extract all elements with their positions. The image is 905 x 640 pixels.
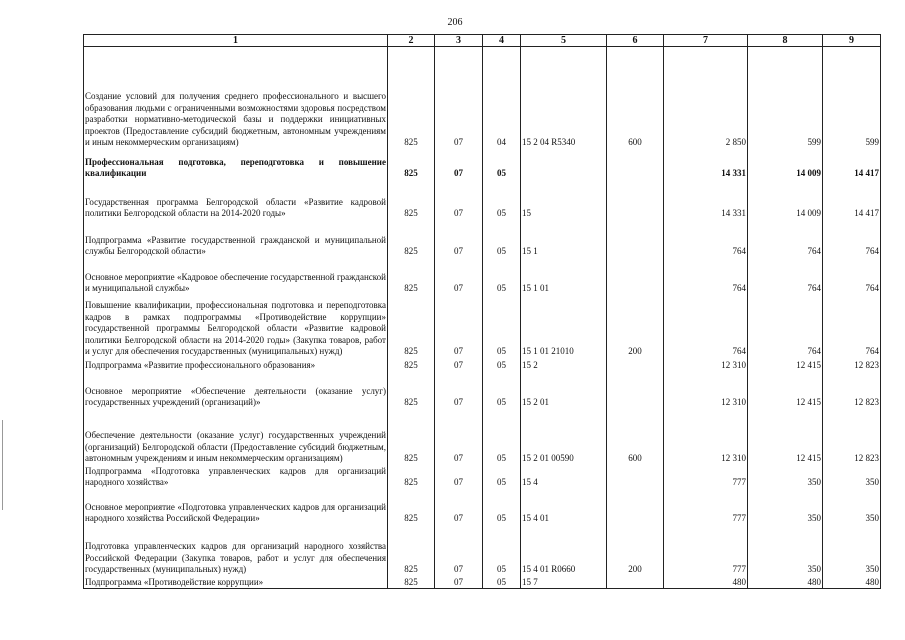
col-header-6: 6 (607, 35, 664, 47)
cell-ministry: 825 (388, 489, 435, 525)
cell-subsection: 05 (483, 409, 521, 465)
cell-amount-2019: 350 (823, 525, 881, 576)
cell-ministry: 825 (388, 295, 435, 358)
col-header-9: 9 (823, 35, 881, 47)
cell-expense-type (607, 220, 664, 258)
table-row (84, 372, 881, 409)
row-description: Подготовка управленческих кадров для организаций народного хозяйства Российской Федерации (Закупка товаров, работ и услуг для обеспечения государственных (муниципальных) нужд) (84, 525, 388, 576)
cell-section: 07 (435, 295, 483, 358)
cell-section: 07 (435, 525, 483, 576)
cell-amount-2019: 350 (823, 465, 881, 489)
cell-amount-2017: 764 (664, 258, 748, 295)
cell-target-article: 15 4 (521, 465, 607, 489)
cell-expense-type (607, 489, 664, 525)
cell-amount-2017: 2 850 (664, 47, 748, 149)
cell-amount-2018: 350 (748, 465, 823, 489)
cell-expense-type: 600 (607, 409, 664, 465)
cell-subsection: 05 (483, 358, 521, 372)
col-header-3: 3 (435, 35, 483, 47)
cell-ministry: 825 (388, 149, 435, 180)
cell-section: 07 (435, 465, 483, 489)
cell-amount-2018: 12 415 (748, 358, 823, 372)
col-header-5: 5 (521, 35, 607, 47)
row-description: Подпрограмма «Подготовка управленческих кадров для организаций народного хозяйства» (85, 465, 386, 487)
row-description: Создание условий для получения среднего профессионального и высшего образования людьми с ограниченными возможностями здоровья посредством разработки нормативно-методической базы и поддержки инициативных проектов (Предоставление субсидий бюджетным, автономным учреждениям и иным некоммерческим организациям) (84, 47, 388, 149)
cell-subsection: 05 (483, 525, 521, 576)
cell-amount-2017: 777 (664, 525, 748, 576)
cell-amount-2018: 764 (748, 295, 823, 358)
cell-amount-2017: 14 331 (664, 180, 748, 220)
cell-expense-type (607, 358, 664, 372)
row-description: Обеспечение деятельности (оказание услуг) государственных учреждений (организаций) Белгородской области (Предоставление субсидий бюджетным, автономным учреждениям и иным некоммерческим организациям) (84, 409, 388, 465)
cell-section: 07 (435, 180, 483, 220)
row-description: Государственная программа Белгородской области «Развитие кадровой политики Белгородской области на 2014-2020 годы» (84, 180, 388, 220)
cell-amount-2019: 14 417 (823, 180, 881, 220)
cell-subsection: 05 (483, 489, 521, 525)
cell-amount-2018: 350 (748, 525, 823, 576)
cell-ministry: 825 (388, 465, 435, 489)
table-row (84, 358, 881, 372)
cell-expense-type: 200 (607, 295, 664, 358)
table-row (84, 576, 881, 589)
cell-ministry: 825 (388, 409, 435, 465)
cell-expense-type: 200 (607, 525, 664, 576)
cell-target-article: 15 7 (521, 576, 607, 589)
cell-amount-2019: 480 (823, 576, 881, 589)
cell-subsection: 05 (483, 149, 521, 180)
cell-ministry: 825 (388, 220, 435, 258)
cell-subsection: 05 (483, 220, 521, 258)
cell-amount-2019: 764 (823, 220, 881, 258)
cell-target-article: 15 1 01 (521, 258, 607, 295)
cell-amount-2017: 12 310 (664, 358, 748, 372)
cell-ministry: 825 (388, 525, 435, 576)
cell-target-article: 15 1 (521, 220, 607, 258)
col-header-7: 7 (664, 35, 748, 47)
cell-amount-2017: 12 310 (664, 409, 748, 465)
cell-ministry: 825 (388, 358, 435, 372)
cell-subsection: 05 (483, 180, 521, 220)
table-row (84, 409, 881, 465)
row-description: Подпрограмма «Противодействие коррупции» (84, 576, 388, 589)
col-header-8: 8 (748, 35, 823, 47)
table-row (84, 180, 881, 220)
cell-section: 07 (435, 358, 483, 372)
cell-amount-2018: 480 (748, 576, 823, 589)
cell-subsection: 05 (483, 258, 521, 295)
cell-amount-2019: 12 823 (823, 409, 881, 465)
cell-amount-2019: 14 417 (823, 149, 881, 180)
col-header-1: 1 (84, 35, 388, 47)
cell-amount-2018: 14 009 (748, 180, 823, 220)
cell-expense-type (607, 465, 664, 489)
row-description: Повышение квалификации, профессиональная подготовка и переподготовка кадров в рамках подпрограммы «Противодействие коррупции» государственной программы Белгородской области «Развитие кадровой политики Белгородской области на 2014-2020 годы» (Закупка товаров, работ и услуг для обеспечения государственных (муниципальных) нужд) (84, 295, 388, 358)
cell-amount-2017: 777 (664, 465, 748, 489)
cell-subsection: 05 (483, 465, 521, 489)
cell-subsection: 05 (483, 576, 521, 589)
table-row (84, 489, 881, 525)
cell-subsection: 04 (483, 47, 521, 149)
cell-subsection: 05 (483, 295, 521, 358)
row-description: Основное мероприятие «Обеспечение деятельности (оказание услуг) государственных учреждений (организаций)» (84, 372, 388, 409)
cell-expense-type: 600 (607, 47, 664, 149)
cell-target-article: 15 2 04 R5340 (521, 47, 607, 149)
cell-section: 07 (435, 220, 483, 258)
col-header-2: 2 (388, 35, 435, 47)
cell-target-article: 15 4 01 R0660 (521, 525, 607, 576)
cell-section: 07 (435, 149, 483, 180)
row-description: Профессиональная подготовка, переподготовка и повышение квалификации (84, 149, 388, 180)
cell-amount-2019: 350 (823, 489, 881, 525)
row-description: Подпрограмма «Развитие государственной гражданской и муниципальной службы Белгородской области» (84, 220, 388, 258)
table-row (84, 258, 881, 295)
cell-amount-2017: 480 (664, 576, 748, 589)
scan-margin-mark (2, 420, 3, 510)
cell-target-article: 15 2 01 (521, 372, 607, 409)
row-description: Основное мероприятие «Кадровое обеспечение государственной гражданской и муниципальной службы» (84, 258, 388, 295)
cell-expense-type (607, 180, 664, 220)
cell-section: 07 (435, 258, 483, 295)
header-row (84, 35, 881, 47)
cell-target-article: 15 1 01 21010 (521, 295, 607, 358)
cell-amount-2017: 14 331 (664, 149, 748, 180)
table-row (84, 465, 881, 489)
cell-amount-2018: 350 (748, 489, 823, 525)
cell-amount-2017: 777 (664, 489, 748, 525)
cell-amount-2019: 764 (823, 295, 881, 358)
table-row (84, 149, 881, 180)
cell-ministry: 825 (388, 372, 435, 409)
cell-ministry: 825 (388, 180, 435, 220)
cell-section: 07 (435, 409, 483, 465)
cell-target-article: 15 2 01 00590 (521, 409, 607, 465)
cell-amount-2018: 764 (748, 258, 823, 295)
cell-amount-2017: 764 (664, 220, 748, 258)
page-number: 206 (447, 17, 463, 28)
cell-amount-2019: 12 823 (823, 372, 881, 409)
table-row (84, 295, 881, 358)
cell-amount-2019: 599 (823, 47, 881, 149)
cell-section: 07 (435, 489, 483, 525)
col-header-4: 4 (483, 35, 521, 47)
cell-section: 07 (435, 47, 483, 149)
cell-target-article (521, 149, 607, 180)
cell-amount-2018: 12 415 (748, 372, 823, 409)
cell-expense-type (607, 258, 664, 295)
row-description: Подпрограмма «Развитие профессионального образования» (84, 358, 388, 372)
cell-expense-type (607, 576, 664, 589)
cell-amount-2017: 12 310 (664, 372, 748, 409)
cell-amount-2019: 764 (823, 258, 881, 295)
cell-subsection: 05 (483, 372, 521, 409)
table-row (84, 47, 881, 149)
cell-expense-type (607, 149, 664, 180)
cell-ministry: 825 (388, 258, 435, 295)
cell-section: 07 (435, 372, 483, 409)
table-row (84, 525, 881, 576)
cell-amount-2019: 12 823 (823, 358, 881, 372)
cell-ministry: 825 (388, 47, 435, 149)
row-description: Основное мероприятие «Подготовка управленческих кадров для организаций народного хозяйства Российской Федерации» (84, 489, 388, 525)
cell-expense-type (607, 372, 664, 409)
cell-target-article: 15 (521, 180, 607, 220)
cell-ministry: 825 (388, 576, 435, 589)
cell-target-article: 15 4 01 (521, 489, 607, 525)
cell-amount-2018: 14 009 (748, 149, 823, 180)
table-row (84, 220, 881, 258)
cell-amount-2018: 764 (748, 220, 823, 258)
cell-section: 07 (435, 576, 483, 589)
cell-amount-2017: 764 (664, 295, 748, 358)
cell-amount-2018: 12 415 (748, 409, 823, 465)
cell-amount-2018: 599 (748, 47, 823, 149)
budget-table (83, 34, 881, 589)
cell-target-article: 15 2 (521, 358, 607, 372)
